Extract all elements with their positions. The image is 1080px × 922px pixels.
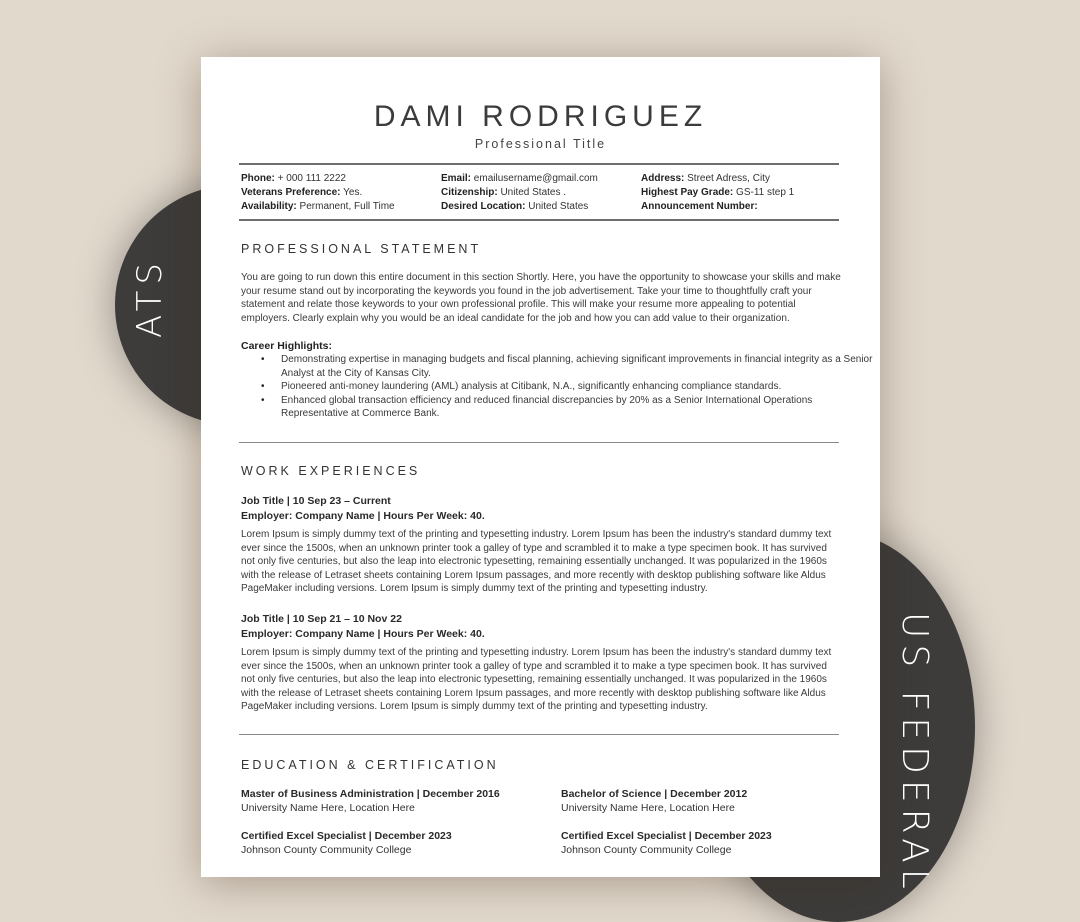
degree-line: Certified Excel Specialist | December 2023	[241, 830, 452, 842]
statement-heading: PROFESSIONAL STATEMENT	[241, 242, 482, 256]
school-line: Johnson County Community College	[561, 844, 732, 856]
contact-row: Availability: Permanent, Full Time	[241, 201, 395, 212]
contact-row: Citizenship: United States .	[441, 187, 567, 198]
resume-page	[201, 57, 880, 877]
education-item	[241, 787, 500, 815]
job-employer-line: Employer: Company Name | Hours Per Week: 40.	[241, 510, 485, 522]
us-federal-badge-label: US FEDERAL	[894, 612, 935, 895]
degree-line: Master of Business Administration | December 2016	[241, 788, 500, 800]
job-description: Lorem Ipsum is simply dummy text of the printing and typesetting industry. Lorem Ipsum has been the industry's standard dummy text ever since the 1500s, when an unknown printer took a galley of type and scrambled it to make a type specimen book. It has survived not only five centuries, but also the leap into electronic typesetting, remaining essentially unchanged. It was popularized in the 1960s with the release of Letraset sheets containing Lorem Ipsum passages, and more recently with desktop publishing software like Aldus PageMaker including versions. Lorem Ipsum is simply dummy text of the printing and typesetting industry.	[241, 647, 832, 713]
job-title-line: Job Title | 10 Sep 21 – 10 Nov 22	[241, 613, 402, 625]
contact-row: Email: emailusername@gmail.com	[441, 173, 598, 184]
list-item: • Demonstrating expertise in managing budgets and fiscal planning, achieving significant improvements in financial integrity as a Senior Analyst at the City of Kansas City.	[281, 353, 881, 380]
contact-row: Veterans Preference: Yes.	[241, 187, 363, 198]
contact-row: Announcement Number:	[641, 201, 758, 212]
statement-text: You are going to run down this entire document in this section Shortly. Here, you have the opportunity to showcase your skills and make your resume stand out by incorporating the keywords you found in the job advertisement. Take your time to thoughtfully craft your statement and relate those keywords to your own professional profile. This will make your resume more appealing to potential employers. Clearly explain why you would be an ideal candidate for the job and how you can add value to their organization.	[241, 272, 841, 324]
education-heading: EDUCATION & CERTIFICATION	[241, 758, 499, 772]
education-item	[561, 787, 747, 815]
school-line: Johnson County Community College	[241, 844, 412, 856]
header-rule-bottom	[239, 219, 839, 221]
work-heading: WORK EXPERIENCES	[241, 464, 421, 478]
school-line: University Name Here, Location Here	[241, 802, 415, 814]
degree-line: Certified Excel Specialist | December 2023	[561, 830, 772, 842]
job-description: Lorem Ipsum is simply dummy text of the printing and typesetting industry. Lorem Ipsum has been the industry's standard dummy text ever since the 1500s, when an unknown printer took a galley of type and scrambled it to make a type specimen book. It has survived not only five centuries, but also the leap into electronic typesetting, remaining essentially unchanged. It was popularized in the 1960s with the release of Letraset sheets containing Lorem Ipsum passages, and more recently with desktop publishing software like Aldus PageMaker including versions. Lorem Ipsum is simply dummy text of the printing and typesetting industry.	[241, 529, 832, 595]
professional-title: Professional Title	[474, 137, 607, 151]
school-line: University Name Here, Location Here	[561, 802, 735, 814]
section-divider	[239, 734, 839, 735]
candidate-name: DAMI RODRIGUEZ	[373, 100, 708, 133]
contact-col-1	[241, 172, 395, 214]
highlights-title: Career Highlights:	[241, 340, 333, 352]
degree-line: Bachelor of Science | December 2012	[561, 788, 748, 800]
contact-row: Desired Location: United States	[441, 201, 589, 212]
section-divider	[239, 442, 839, 443]
job-title-line: Job Title | 10 Sep 23 – Current	[241, 495, 391, 507]
contact-row: Phone: + 000 111 2222	[241, 173, 346, 184]
contact-col-3	[641, 172, 794, 214]
contact-row: Address: Street Adress, City	[641, 173, 770, 184]
list-item: • Enhanced global transaction efficiency and reduced financial discrepancies by 20% as a Senior International Operations Representative at Commerce Bank.	[281, 394, 881, 421]
contact-row: Highest Pay Grade: GS-11 step 1	[641, 187, 795, 198]
list-item: • Pioneered anti-money laundering (AML) analysis at Citibank, N.A., significantly enhancing compliance standards.	[281, 380, 881, 394]
highlights-list	[241, 353, 881, 421]
job-employer-line: Employer: Company Name | Hours Per Week: 40.	[241, 628, 485, 640]
header-rule-top	[239, 163, 839, 165]
contact-col-2	[441, 172, 598, 214]
ats-badge-label: ATS	[130, 257, 170, 338]
